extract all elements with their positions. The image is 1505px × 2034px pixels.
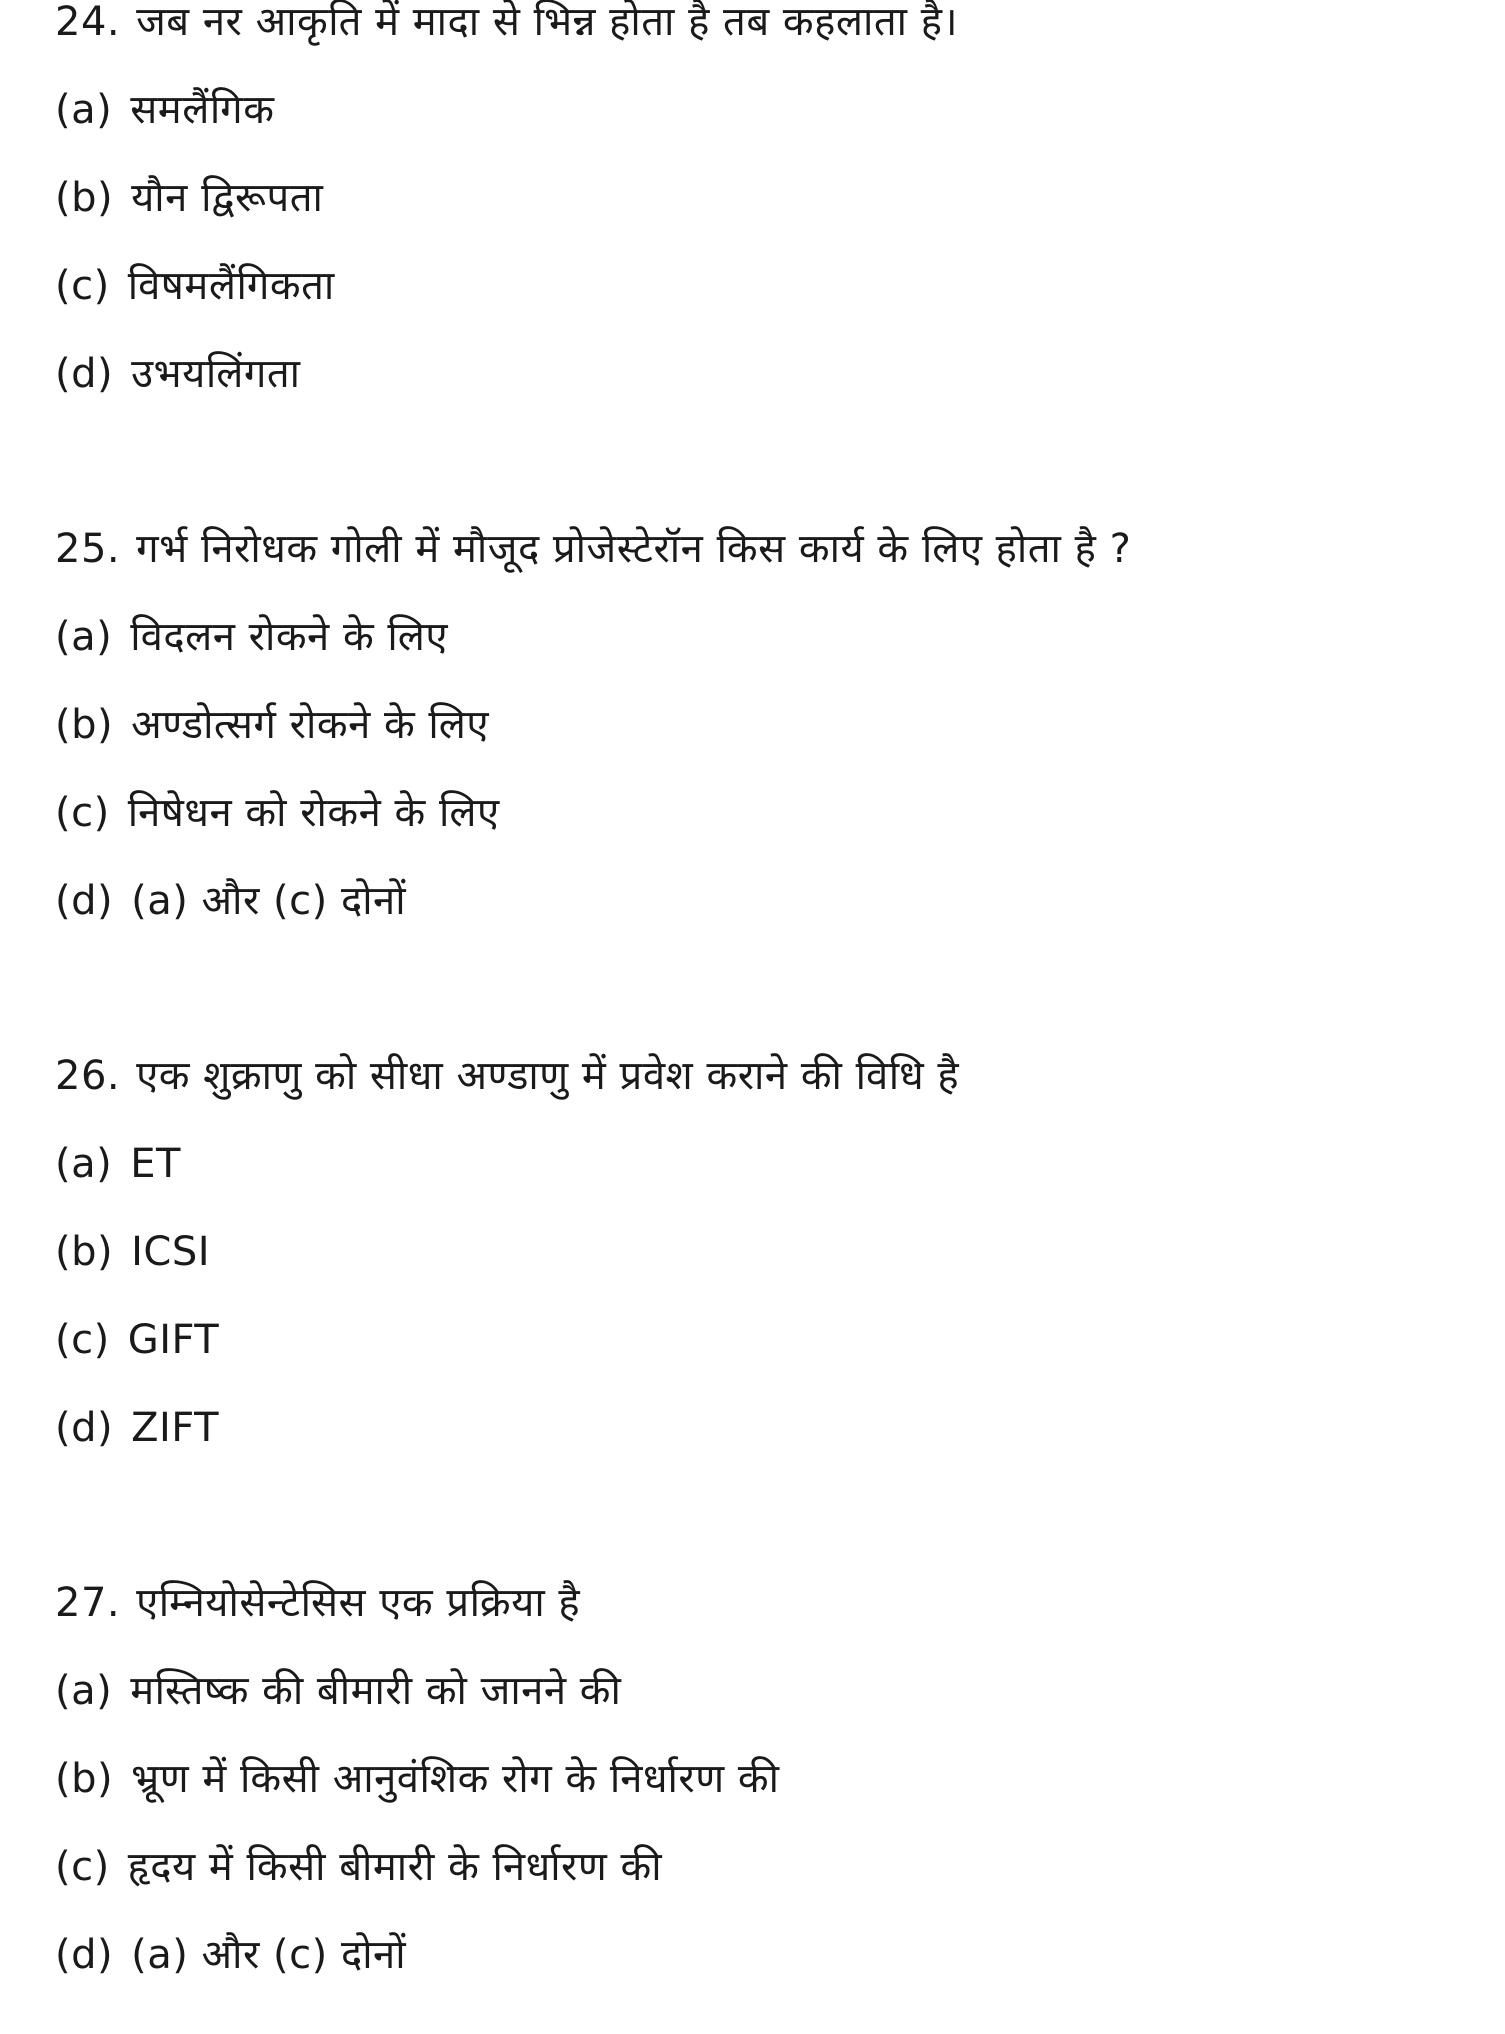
option-d [55, 342, 1475, 430]
question-number: 25. [55, 526, 121, 572]
question-text: एम्नियोसेन्टेसिस एक प्रक्रिया है [136, 1580, 581, 1626]
question-27 [55, 1571, 1475, 2011]
option-text: उभयलिंगता [131, 351, 301, 397]
option-label: (a) [55, 87, 113, 133]
option-text: (a) और (c) दोनों [131, 878, 407, 924]
option-label: (a) [55, 614, 113, 660]
option-label: (b) [55, 175, 114, 221]
option-text: निषेधन को रोकने के लिए [127, 790, 500, 836]
option-a [55, 1132, 1475, 1220]
question-stem [55, 517, 1475, 605]
option-a [55, 605, 1475, 693]
option-text: समलैंगिक [130, 87, 275, 133]
question-stem [55, 0, 1475, 78]
option-text: (a) और (c) दोनों [131, 1932, 407, 1978]
option-label: (b) [55, 1756, 114, 1802]
question-26 [55, 1044, 1475, 1484]
question-24 [55, 0, 1475, 430]
option-b [55, 1220, 1475, 1308]
option-text: ET [130, 1141, 181, 1187]
option-text: विषमलैंगिकता [127, 263, 335, 309]
option-text: विदलन रोकने के लिए [130, 614, 448, 660]
question-text: गर्भ निरोधक गोली में मौजूद प्रोजेस्टेरॉन किस कार्य के लिए होता है ? [136, 526, 1132, 572]
option-text: अण्डोत्सर्ग रोकने के लिए [131, 702, 490, 748]
question-stem [55, 1044, 1475, 1132]
question-text: एक शुक्राणु को सीधा अण्डाणु में प्रवेश कराने की विधि है [136, 1053, 960, 1099]
option-text: हृदय में किसी बीमारी के निर्धारण की [127, 1844, 663, 1890]
option-label: (d) [55, 1405, 114, 1451]
question-number: 26. [55, 1053, 121, 1099]
option-text: मस्तिष्क की बीमारी को जानने की [130, 1668, 622, 1714]
option-label: (d) [55, 1932, 114, 1978]
option-d [55, 1923, 1475, 2011]
option-label: (d) [55, 351, 114, 397]
option-c [55, 254, 1475, 342]
option-text: GIFT [127, 1317, 220, 1363]
option-label: (b) [55, 702, 114, 748]
option-c [55, 1308, 1475, 1396]
option-label: (c) [55, 263, 110, 309]
question-stem [55, 1571, 1475, 1659]
option-label: (a) [55, 1668, 113, 1714]
option-c [55, 781, 1475, 869]
option-b [55, 693, 1475, 781]
option-c [55, 1835, 1475, 1923]
question-25 [55, 517, 1475, 957]
question-number: 27. [55, 1580, 121, 1626]
question-text: जब नर आकृति में मादा से भिन्न होता है तब कहलाता है। [136, 0, 959, 45]
option-a [55, 78, 1475, 166]
option-label: (c) [55, 790, 110, 836]
option-text: ZIFT [131, 1405, 220, 1451]
option-label: (b) [55, 1229, 114, 1275]
option-a [55, 1659, 1475, 1747]
question-number: 24. [55, 0, 121, 45]
option-text: भ्रूण में किसी आनुवंशिक रोग के निर्धारण की [131, 1756, 780, 1802]
option-d [55, 1396, 1475, 1484]
option-label: (a) [55, 1141, 113, 1187]
option-label: (d) [55, 878, 114, 924]
option-b [55, 166, 1475, 254]
option-b [55, 1747, 1475, 1835]
option-d [55, 869, 1475, 957]
option-label: (c) [55, 1317, 110, 1363]
option-text: यौन द्विरूपता [131, 175, 324, 221]
option-label: (c) [55, 1844, 110, 1890]
option-text: ICSI [131, 1229, 211, 1275]
